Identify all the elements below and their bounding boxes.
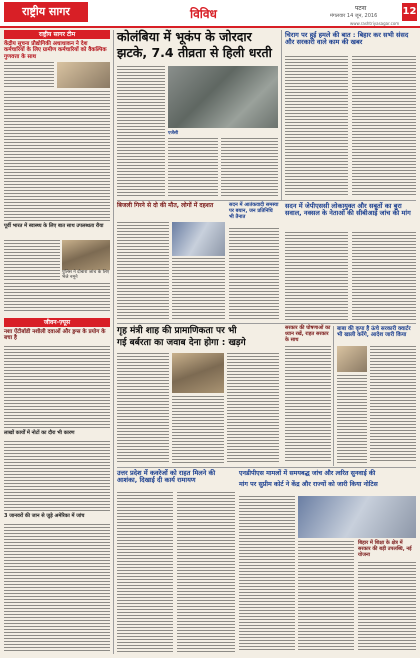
edition-city: पटना (355, 5, 367, 12)
page-number: 12 (402, 3, 417, 21)
mid-left-headline: बिजली गिरने से दो की मौत, लोगों में दहशत (117, 202, 214, 209)
center-body (117, 353, 169, 463)
main-headline-2: झटके, 7.4 तीव्रता से हिली धरती (117, 45, 272, 60)
feature-body-text-2 (4, 441, 110, 511)
main-tag: एजेंसी (168, 131, 179, 136)
bottom-banner-headline-2: मांग पर सुप्रीम कोर्ट ने केंद्र और राज्यों को जारी किया नोटिस (239, 481, 378, 488)
left-photo-2 (62, 240, 110, 270)
main-body-text (117, 66, 165, 196)
left-body-text-4 (4, 283, 110, 313)
website: www.rashtriyasagar.com (350, 21, 400, 26)
bottom-left-body-2 (177, 492, 235, 652)
left-body-text (4, 62, 54, 88)
left-body-text-3 (4, 240, 60, 280)
horizontal-rule-2 (117, 323, 416, 324)
bottom-banner-headline-1: एनडीपीएस मामलों में समयबद्ध जांच और त्वरित सुनवाई की (239, 470, 376, 477)
right-body-text-2 (352, 56, 416, 196)
left-box-title: राष्ट्रीय सागर टीम (4, 30, 110, 39)
horizontal-rule (117, 200, 416, 201)
main-headline-1: कोलंबिया में भूकंप के जोरदार (117, 29, 252, 44)
left-photo-caption: पुलिस ने दोबारा जांच के लिए भेजे नमूने (62, 270, 110, 280)
feature-headline: नशा ऐंटीबॉडी नशीली दवाओं और ड्रग्स के प्रयोग के बचा है (4, 329, 106, 342)
paper-name: राष्ट्रीय सागर (4, 2, 88, 22)
edition-date: मंगलवार 14 जून, 2016 (330, 13, 378, 19)
right-story2-body-2 (337, 375, 367, 463)
left-body-text-2 (4, 91, 110, 221)
center-headline-2: गई बर्बरता का जवाब देना होगा : खड़गे (117, 338, 246, 348)
right-story2-photo (337, 346, 367, 372)
main-body-text-2 (168, 138, 218, 196)
feature-body-text (4, 346, 110, 428)
mid-left-body (117, 222, 169, 320)
wide-banner-headline: सदन में जेपीएससी लोकायुक्त और सबूतों का बुरा सवाल, नक्सल के नेताओं की सीबीआई जांच की मांग (285, 202, 411, 218)
left-box-headline: केंद्रीय सूचना प्रौद्योगिकी अधाधाकन ने देश कर्मचारियों के लिए ग्रामीण कर्मचारियों को वैकल्पिक गुणवत्ता के साथ (4, 41, 107, 60)
main-photo (168, 66, 278, 128)
mid-story-headline: सदन में आतंकवादी समस्या पर बयान, जन प्रतिनिधि भी तैनात (229, 202, 279, 220)
right-divider (281, 30, 282, 200)
center-body-2 (172, 396, 224, 463)
left-bottom-sub: 3 जानवरों की जान से जुड़े अमेरिका में जांच (4, 513, 85, 519)
right-story2-headline: बाबा की कृपा है ऊंचे सरकारी क्वार्टर भी खाली करेंगे, आदेश जारी किया (337, 326, 411, 339)
mid-left-body-2 (172, 258, 225, 320)
section-title: विविध (190, 7, 217, 21)
feature-label: जीवन-ज़्यूस (4, 318, 110, 327)
left-body-text-5 (4, 524, 110, 652)
right-top-headline: चिराग पर हुई हमले की बात : बिहार कर सभी संसद और सरकारी वाले काम की खबर (285, 31, 409, 47)
right-story2-body (370, 346, 416, 463)
center-headline-1: गृह मंत्री शाह की प्रामाणिकता पर भी (117, 326, 237, 336)
column-divider (113, 30, 114, 654)
bottom-left-headline: उत्तर प्रदेश में कवरेजों को राहत मिलने की आशंका, दिखाई दी कार्य रामायण (117, 469, 216, 485)
bottom-left-body (117, 492, 173, 652)
center-photo (172, 353, 224, 393)
left-sub-headline: पूर्वी भारत में स्वास्थ्य के लिए बात साथ उपलब्धता रीया (4, 223, 104, 229)
center-body-3 (227, 353, 279, 463)
feature-sub: लाखों कार्यों में नोटों का दौरा भी कारण (4, 430, 75, 436)
wide-banner-body-2 (352, 232, 416, 320)
mid-story-body (229, 228, 279, 320)
bottom-banner-body-2 (298, 541, 354, 652)
wide-banner-body (285, 232, 348, 320)
right-divider-2 (333, 326, 334, 466)
bottom-right-headline: बिहार में शिक्षा के क्षेत्र में सरकार की बड़ी उपलब्धि, नई योजना (358, 540, 412, 558)
right-mid-body (285, 346, 331, 463)
right-mid-headline: सरकार की घोषणाओं का ध्यान रखें, राहत सरकार के साथ (285, 325, 331, 343)
right-body-text (285, 56, 348, 196)
mid-left-photo (172, 222, 225, 256)
bottom-banner-photo (298, 496, 416, 538)
left-photo (57, 62, 110, 88)
bottom-banner-body (239, 496, 295, 652)
main-body-text-3 (221, 138, 278, 196)
horizontal-rule-3 (117, 467, 416, 468)
bottom-right-body (358, 562, 416, 652)
